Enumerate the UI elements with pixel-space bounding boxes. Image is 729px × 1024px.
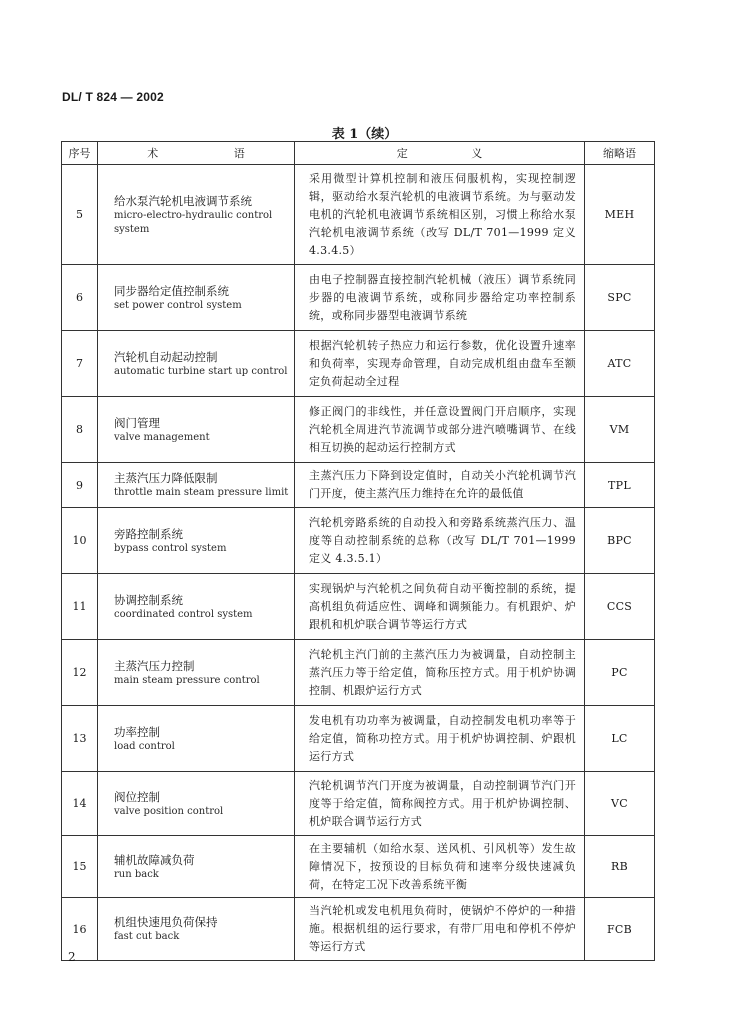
term-chinese: 主蒸汽压力降低限制 — [114, 471, 218, 485]
term-chinese: 主蒸汽压力控制 — [114, 658, 195, 673]
term-english: throttle main steam pressure limit — [114, 487, 289, 498]
term-chinese: 同步器给定值控制系统 — [114, 283, 229, 298]
term-cell — [98, 772, 295, 836]
table-row — [62, 640, 655, 706]
column-header-definition: 定 义 — [295, 142, 585, 165]
term-cell — [98, 331, 295, 397]
abbreviation-cell: MEH — [585, 165, 655, 265]
row-number: 6 — [62, 265, 98, 331]
column-header-no: 序号 — [62, 142, 98, 165]
table-row — [62, 574, 655, 640]
table-row — [62, 397, 655, 463]
page-number: 2 — [68, 950, 76, 964]
row-number: 12 — [62, 640, 98, 706]
definition-cell: 汽轮机调节汽门开度为被调量，自动控制调节汽门开度等于给定值，简称阀控方式。用于机炉协调控制、机炉联合调节运行方式 — [295, 772, 585, 836]
row-number: 14 — [62, 772, 98, 836]
row-number: 9 — [62, 463, 98, 508]
table-row — [62, 331, 655, 397]
abbreviation-cell: VM — [585, 397, 655, 463]
table-row — [62, 772, 655, 836]
abbreviation-cell: VC — [585, 772, 655, 836]
table-row — [62, 265, 655, 331]
column-header-term: 术 语 — [98, 142, 295, 165]
row-number: 13 — [62, 706, 98, 772]
row-number: 10 — [62, 508, 98, 574]
term-cell — [98, 463, 295, 508]
document-code: DL/ T 824 — 2002 — [62, 90, 164, 104]
term-chinese: 阀门管理 — [114, 415, 160, 430]
term-chinese: 阀位控制 — [114, 789, 160, 804]
definition-cell: 由电子控制器直接控制汽轮机械（液压）调节系统同步器的电液调节系统，或称同步器给定功率控制系统，或称同步器型电液调节系统 — [295, 265, 585, 331]
definition-cell: 当汽轮机或发电机甩负荷时，使锅炉不停炉的一种措施。根据机组的运行要求，有带厂用电和停机不停炉等运行方式 — [295, 898, 585, 961]
definition-cell: 采用微型计算机控制和液压伺服机构，实现控制逻辑，驱动给水泵汽轮机的电液调节系统。为与驱动发电机的汽轮机电液调节系统相区别，习惯上称给水泵汽轮机电液调节系统（改写 DL/T 701—1999 定义 4.3.4.5） — [295, 165, 585, 265]
table-row — [62, 165, 655, 265]
definition-cell: 根据汽轮机转子热应力和运行参数，优化设置升速率和负荷率，实现寿命管理，自动完成机组由盘车至额定负荷起动全过程 — [295, 331, 585, 397]
table-row — [62, 836, 655, 898]
term-cell — [98, 836, 295, 898]
definition-cell: 在主要辅机（如给水泵、送风机、引风机等）发生故障情况下，按预设的目标负荷和速率分级快速减负荷，在特定工况下改善系统平衡 — [295, 836, 585, 898]
term-english: run back — [114, 868, 159, 880]
term-english: valve management — [114, 431, 210, 443]
abbreviation-cell: RB — [585, 836, 655, 898]
table-row — [62, 898, 655, 961]
abbreviation-cell: TPL — [585, 463, 655, 508]
row-number: 16 — [62, 898, 98, 961]
table-header-row — [62, 142, 655, 165]
term-chinese: 旁路控制系统 — [114, 526, 183, 541]
definition-cell: 主蒸汽压力下降到设定值时，自动关小汽轮机调节汽门开度，使主蒸汽压力维持在允许的最低值 — [295, 463, 585, 508]
term-cell — [98, 508, 295, 574]
term-english: automatic turbine start up control — [114, 365, 288, 377]
term-chinese: 辅机故障减负荷 — [114, 852, 195, 867]
definition-cell: 汽轮机主汽门前的主蒸汽压力为被调量，自动控制主蒸汽压力等于给定值，简称压控方式。用于机炉协调控制、机跟炉运行方式 — [295, 640, 585, 706]
table-row — [62, 463, 655, 508]
row-number: 8 — [62, 397, 98, 463]
term-chinese: 机组快速甩负荷保持 — [114, 915, 218, 929]
terms-table — [61, 141, 655, 961]
term-cell — [98, 706, 295, 772]
abbreviation-cell: LC — [585, 706, 655, 772]
abbreviation-cell: SPC — [585, 265, 655, 331]
term-english: load control — [114, 740, 175, 752]
abbreviation-cell: BPC — [585, 508, 655, 574]
term-chinese: 功率控制 — [114, 724, 160, 739]
term-cell — [98, 574, 295, 640]
term-cell — [98, 265, 295, 331]
term-english: set power control system — [114, 299, 242, 311]
term-cell — [98, 165, 295, 265]
term-cell — [98, 397, 295, 463]
term-english: micro-electro-hydraulic control system — [114, 209, 273, 235]
term-english: fast cut back — [114, 931, 180, 942]
definition-cell: 实现锅炉与汽轮机之间负荷自动平衡控制的系统，提高机组负荷适应性、调峰和调频能力。有机跟炉、炉跟机和机炉联合调节等运行方式 — [295, 574, 585, 640]
abbreviation-cell: CCS — [585, 574, 655, 640]
term-english: bypass control system — [114, 542, 227, 554]
column-header-abbr: 缩略语 — [585, 142, 655, 165]
table-caption: 表 1（续） — [331, 127, 398, 142]
definition-cell: 发电机有功功率为被调量，自动控制发电机功率等于给定值，简称功控方式。用于机炉协调控制、炉跟机运行方式 — [295, 706, 585, 772]
table-row — [62, 508, 655, 574]
row-number: 7 — [62, 331, 98, 397]
row-number: 15 — [62, 836, 98, 898]
abbreviation-cell: PC — [585, 640, 655, 706]
abbreviation-cell: FCB — [585, 898, 655, 961]
term-cell — [98, 640, 295, 706]
term-cell — [98, 898, 295, 961]
term-english: coordinated control system — [114, 608, 253, 620]
abbreviation-cell: ATC — [585, 331, 655, 397]
term-chinese: 给水泵汽轮机电液调节系统 — [114, 193, 252, 208]
term-english: main steam pressure control — [114, 674, 260, 686]
definition-cell: 汽轮机旁路系统的自动投入和旁路系统蒸汽压力、温度等自动控制系统的总称（改写 DL/T 701—1999 定义 4.3.5.1） — [295, 508, 585, 574]
term-chinese: 汽轮机自动起动控制 — [114, 349, 218, 364]
table-row — [62, 706, 655, 772]
term-chinese: 协调控制系统 — [114, 592, 183, 607]
definition-cell: 修正阀门的非线性，并任意设置阀门开启顺序，实现汽轮机全周进汽节流调节或部分进汽喷嘴调节、在线相互切换的起动运行控制方式 — [295, 397, 585, 463]
term-english: valve position control — [114, 805, 224, 817]
row-number: 11 — [62, 574, 98, 640]
row-number: 5 — [62, 165, 98, 265]
